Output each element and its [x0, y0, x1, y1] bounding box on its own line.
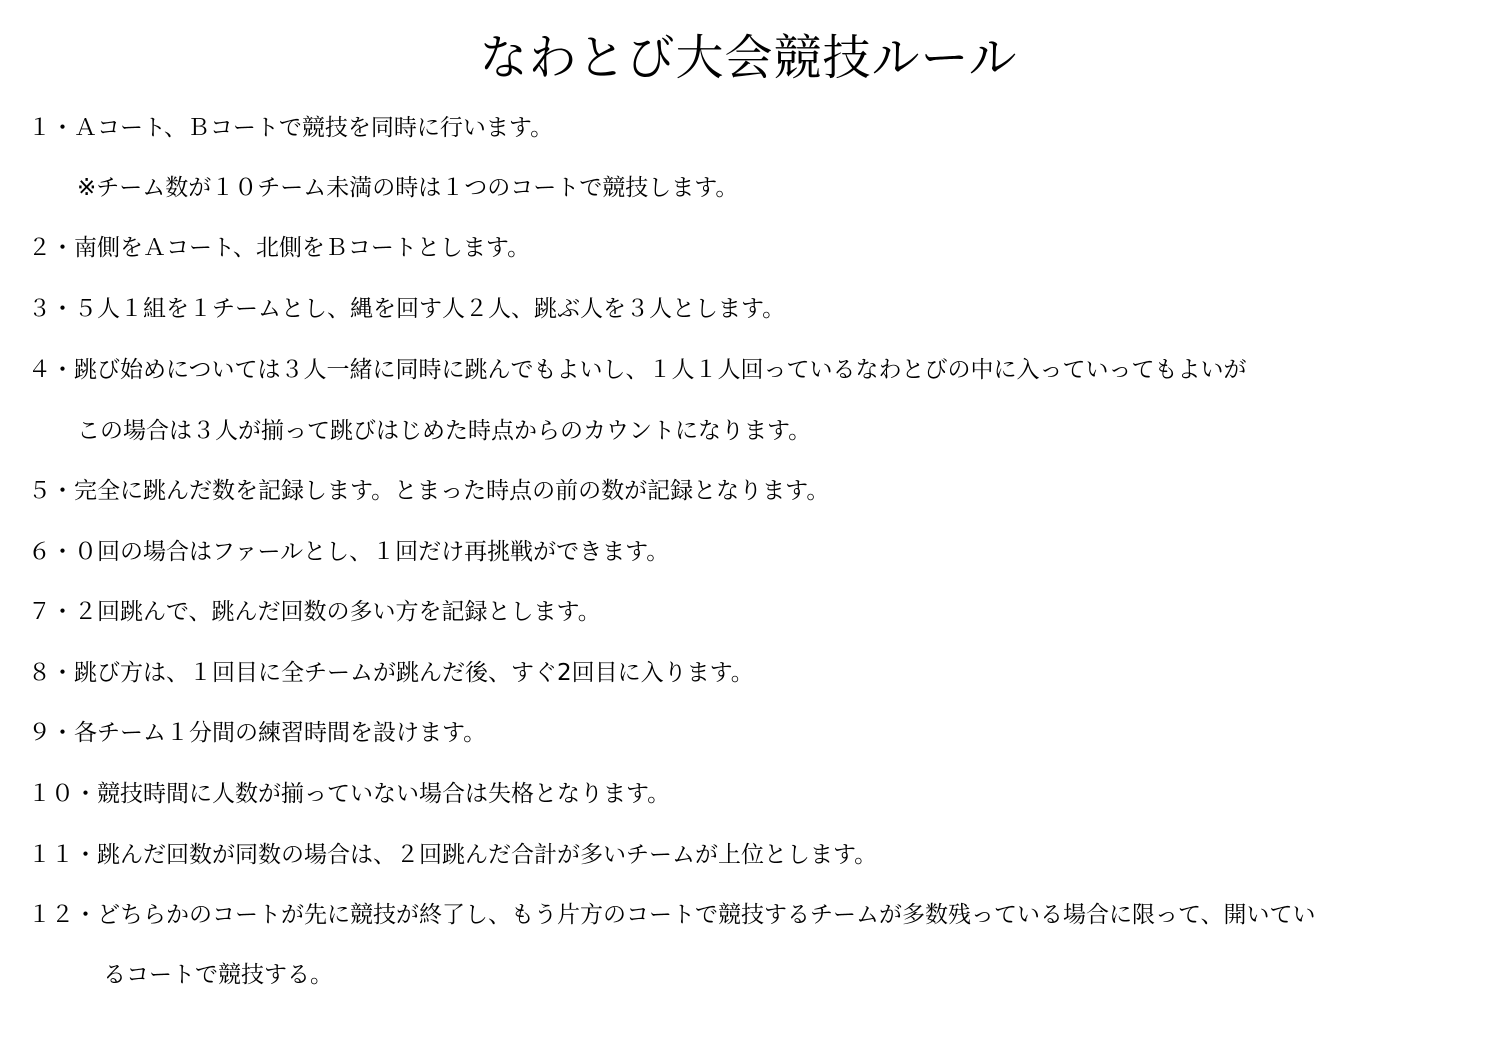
rule-4: ４・跳び始めについては３人一緒に同時に跳んでもよいし、１人１人回っているなわとびの中に入っていってもよいが: [28, 357, 1247, 383]
rule-1: １・Ａコート、Ｂコートで競技を同時に行います。: [28, 115, 554, 141]
rule-12: １２・どちらかのコートが先に競技が終了し、もう片方のコートで競技するチームが多数残っている場合に限って、開いてい: [28, 902, 1316, 928]
rule-7: ７・２回跳んで、跳んだ回数の多い方を記録とします。: [28, 599, 601, 625]
rule-1-note: ※チーム数が１０チーム未満の時は１つのコートで競技します。: [77, 175, 739, 201]
rule-4-continued: この場合は３人が揃って跳びはじめた時点からのカウントになります。: [77, 418, 812, 444]
rule-8: ８・跳び方は、１回目に全チームが跳んだ後、すぐ2回目に入ります。: [28, 660, 754, 686]
rule-12-continued: るコートで競技する。: [103, 962, 333, 988]
rule-6: ６・０回の場合はファールとし、１回だけ再挑戦ができます。: [28, 539, 670, 565]
rule-9: ９・各チーム１分間の練習時間を設けます。: [28, 720, 487, 746]
rule-11: １１・跳んだ回数が同数の場合は、２回跳んだ合計が多いチームが上位とします。: [28, 842, 878, 868]
rule-10: １０・競技時間に人数が揃っていない場合は失格となります。: [28, 781, 671, 807]
rule-3: ３・５人１組を１チームとし、縄を回す人２人、跳ぶ人を３人とします。: [28, 296, 786, 322]
rule-5: ５・完全に跳んだ数を記録します。とまった時点の前の数が記録となります。: [28, 478, 830, 504]
rule-2: ２・南側をＡコート、北側をＢコートとします。: [28, 235, 531, 261]
document-title: なわとび大会競技ルール: [479, 30, 1018, 86]
